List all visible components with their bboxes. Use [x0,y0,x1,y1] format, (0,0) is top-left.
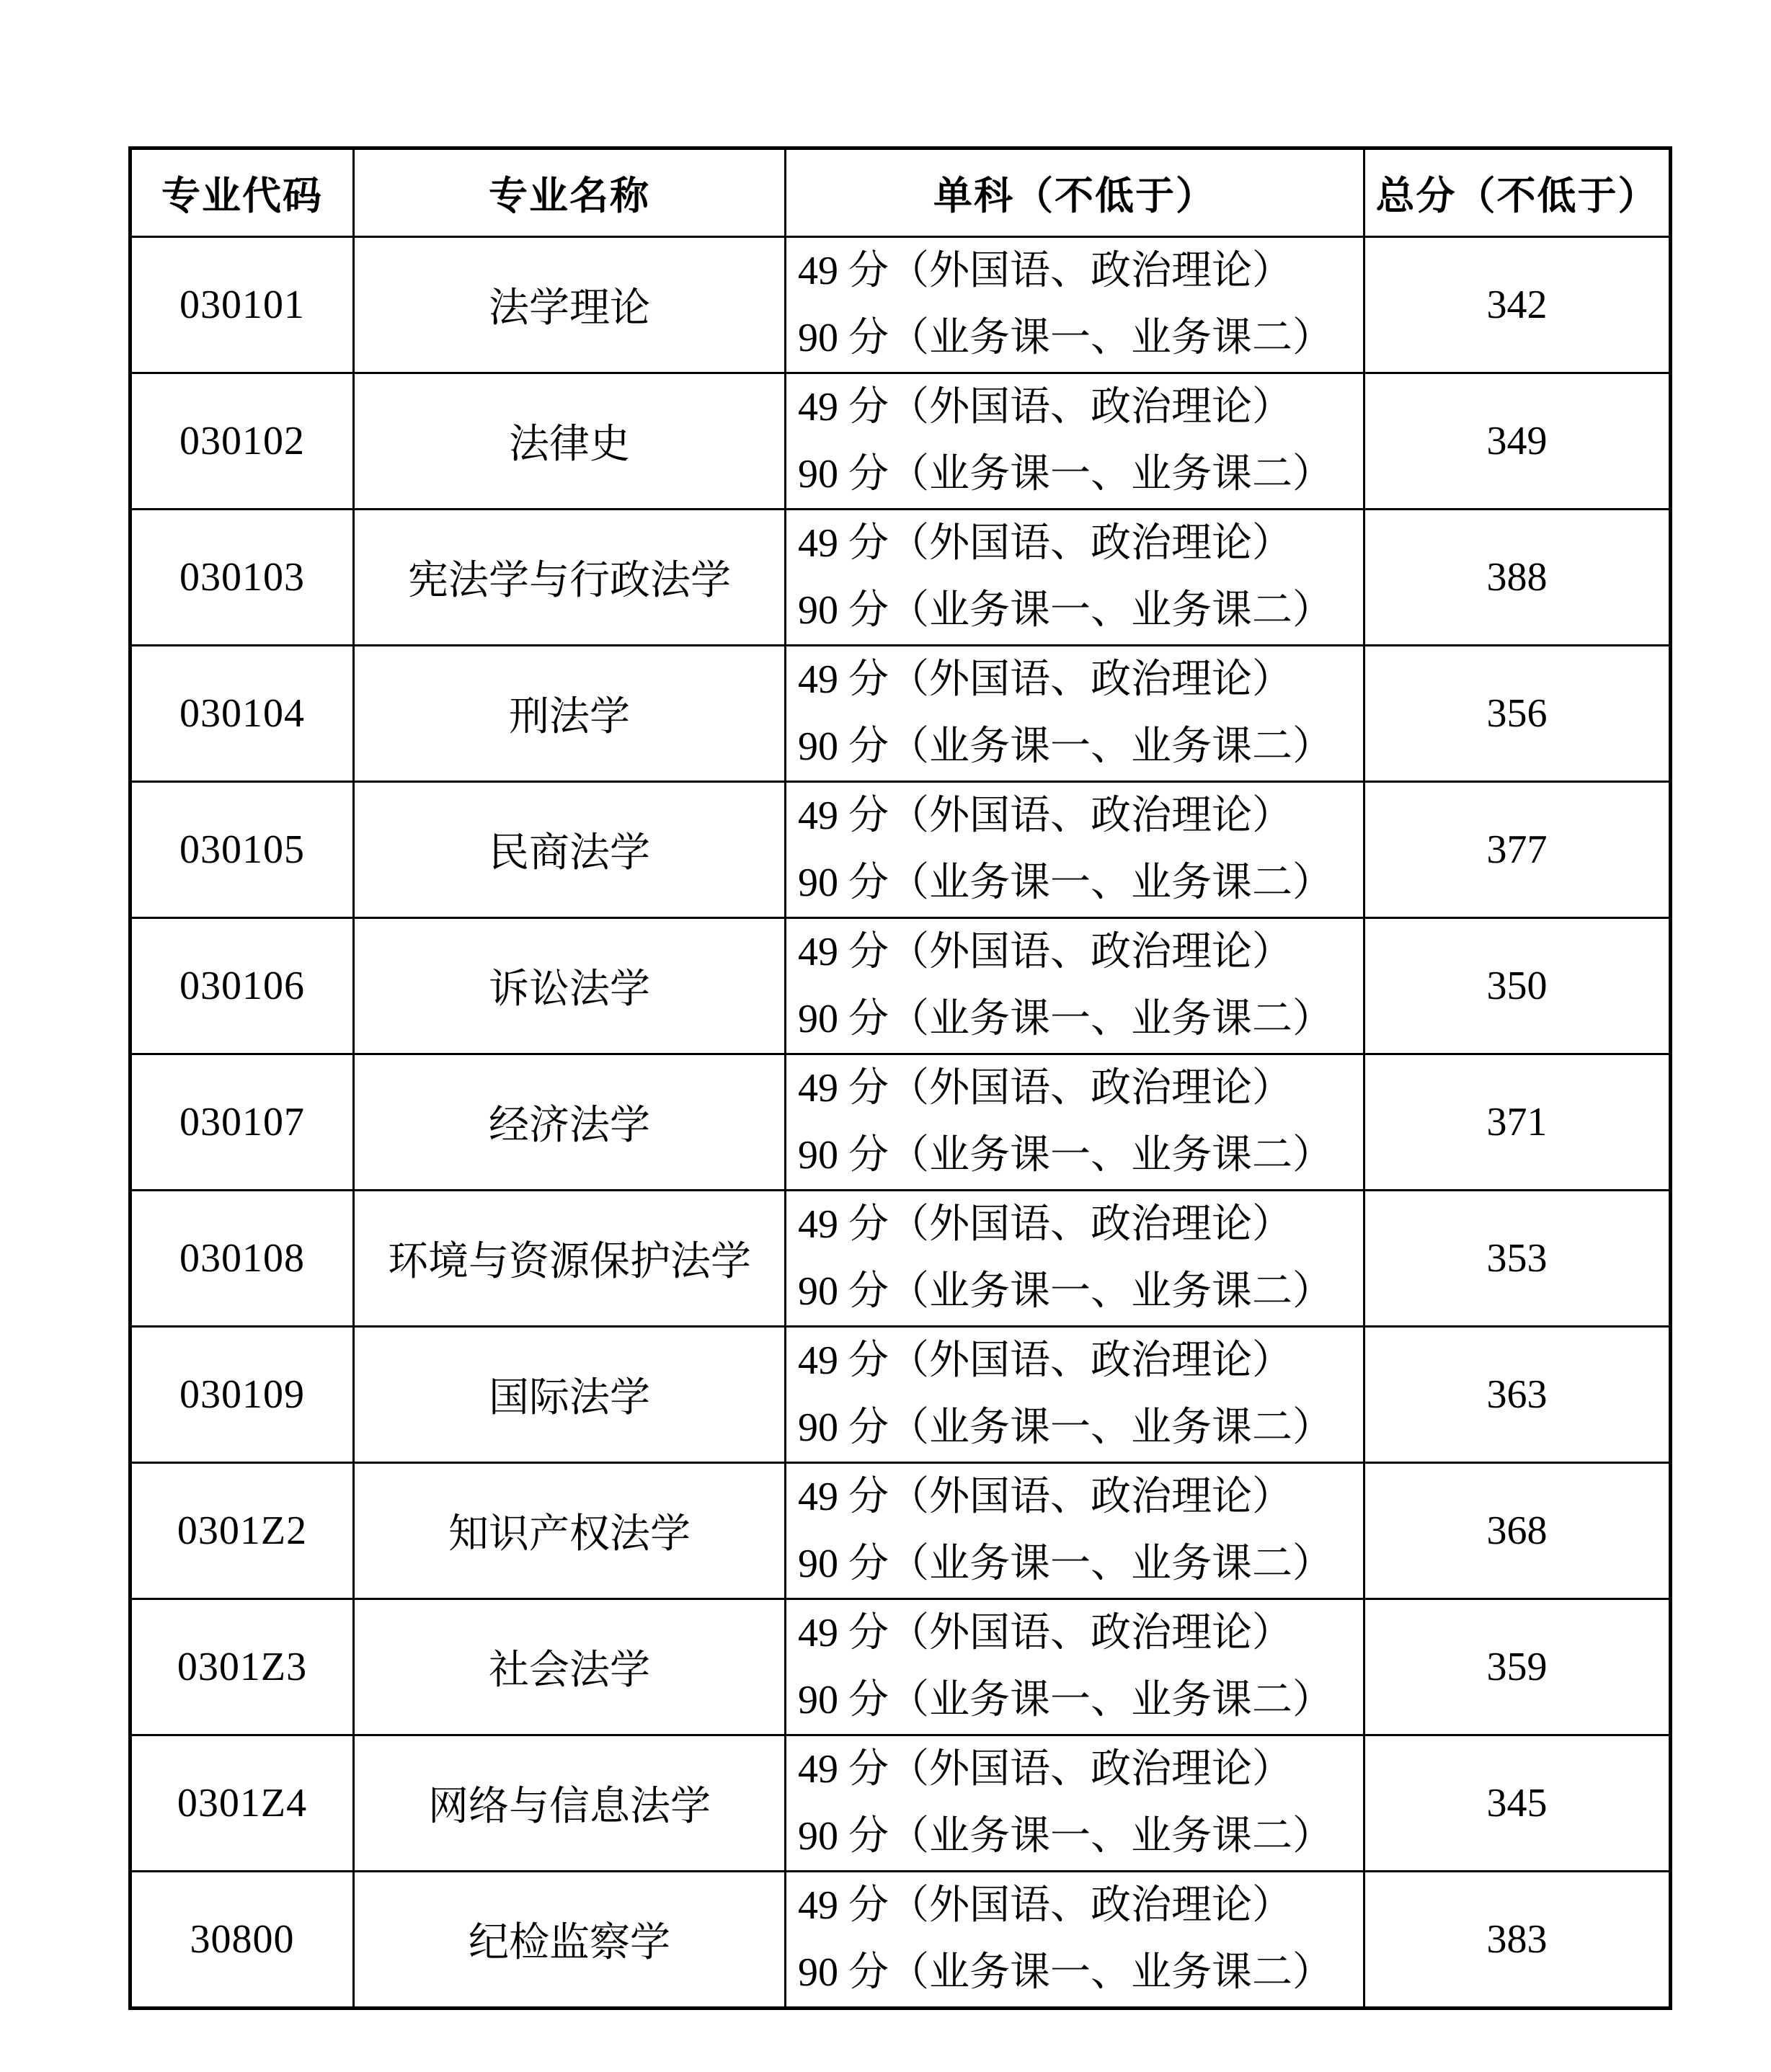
major-name-cell: 社会法学 [354,1599,786,1735]
major-name-cell: 国际法学 [354,1327,786,1463]
major-code-cell: 030108 [130,1191,354,1327]
major-name-cell: 环境与资源保护法学 [354,1191,786,1327]
column-header-subject-min: 单科（不低于） [786,148,1364,237]
subject-line-2: 90 分（业务课一、业务课二） [798,1133,1333,1178]
subject-line-1: 49 分（外国语、政治理论） [798,1066,1292,1111]
subject-line-2: 90 分（业务课一、业务课二） [798,452,1333,497]
subject-line-1: 49 分（外国语、政治理论） [798,1338,1292,1383]
table-row [130,918,1671,1054]
total-score-cell: 383 [1364,1872,1671,2009]
subject-requirement-cell [786,1054,1364,1191]
major-name-cell: 知识产权法学 [354,1463,786,1599]
table-row [130,237,1671,373]
major-code-cell: 030102 [130,373,354,510]
table-row [130,646,1671,782]
total-score-cell: 349 [1364,373,1671,510]
subject-line-2: 90 分（业务课一、业务课二） [798,724,1333,769]
subject-requirement-cell [786,646,1364,782]
table-row [130,1463,1671,1599]
subject-line-1: 49 分（外国语、政治理论） [798,1611,1292,1655]
subject-line-1: 49 分（外国语、政治理论） [798,1747,1292,1792]
subject-line-2: 90 分（业务课一、业务课二） [798,1542,1333,1586]
subject-requirement-cell [786,1735,1364,1872]
table-row [130,510,1671,646]
header-row [130,148,1671,237]
major-code-cell: 030107 [130,1054,354,1191]
total-score-cell: 350 [1364,918,1671,1054]
score-requirements-table [128,146,1672,2010]
major-name-cell: 刑法学 [354,646,786,782]
subject-requirement-cell [786,1463,1364,1599]
major-name-cell: 网络与信息法学 [354,1735,786,1872]
total-score-cell: 353 [1364,1191,1671,1327]
major-name-cell: 法律史 [354,373,786,510]
subject-requirement-cell [786,1191,1364,1327]
subject-line-2: 90 分（业务课一、业务课二） [798,316,1333,360]
major-name-cell: 法学理论 [354,237,786,373]
major-code-cell: 0301Z2 [130,1463,354,1599]
major-name-cell: 民商法学 [354,782,786,918]
major-code-cell: 030101 [130,237,354,373]
major-name-cell: 宪法学与行政法学 [354,510,786,646]
total-score-cell: 356 [1364,646,1671,782]
subject-line-2: 90 分（业务课一、业务课二） [798,1678,1333,1722]
subject-requirement-cell [786,1599,1364,1735]
subject-line-2: 90 分（业务课一、业务课二） [798,588,1333,633]
subject-line-2: 90 分（业务课一、业务课二） [798,1269,1333,1314]
subject-line-1: 49 分（外国语、政治理论） [798,385,1292,430]
subject-line-2: 90 分（业务课一、业务课二） [798,861,1333,905]
subject-line-1: 49 分（外国语、政治理论） [798,521,1292,566]
subject-requirement-cell [786,373,1364,510]
table-row [130,1735,1671,1872]
table-row [130,1054,1671,1191]
subject-line-1: 49 分（外国语、政治理论） [798,1883,1292,1928]
subject-line-2: 90 分（业务课一、业务课二） [798,1814,1333,1859]
table-row [130,1191,1671,1327]
subject-line-2: 90 分（业务课一、业务课二） [798,1950,1333,1995]
total-score-cell: 359 [1364,1599,1671,1735]
table-row [130,1599,1671,1735]
subject-line-2: 90 分（业务课一、业务课二） [798,997,1333,1041]
major-name-cell: 诉讼法学 [354,918,786,1054]
subject-line-1: 49 分（外国语、政治理论） [798,249,1292,293]
subject-requirement-cell [786,237,1364,373]
subject-requirement-cell [786,1872,1364,2009]
subject-line-1: 49 分（外国语、政治理论） [798,1475,1292,1519]
subject-line-1: 49 分（外国语、政治理论） [798,930,1292,974]
major-code-cell: 0301Z4 [130,1735,354,1872]
major-code-cell: 030103 [130,510,354,646]
major-code-cell: 030106 [130,918,354,1054]
major-name-cell: 纪检监察学 [354,1872,786,2009]
subject-line-1: 49 分（外国语、政治理论） [798,793,1292,838]
table-row [130,1872,1671,2009]
subject-requirement-cell [786,510,1364,646]
column-header-total-min: 总分（不低于） [1364,148,1671,237]
total-score-cell: 371 [1364,1054,1671,1191]
total-score-cell: 377 [1364,782,1671,918]
table-row [130,373,1671,510]
major-code-cell: 30800 [130,1872,354,2009]
table-row [130,782,1671,918]
major-code-cell: 030104 [130,646,354,782]
subject-line-2: 90 分（业务课一、业务课二） [798,1405,1333,1450]
subject-requirement-cell [786,782,1364,918]
major-code-cell: 030109 [130,1327,354,1463]
column-header-major-code: 专业代码 [130,148,354,237]
column-header-major-name: 专业名称 [354,148,786,237]
total-score-cell: 345 [1364,1735,1671,1872]
major-code-cell: 0301Z3 [130,1599,354,1735]
major-code-cell: 030105 [130,782,354,918]
table-row [130,1327,1671,1463]
subject-requirement-cell [786,1327,1364,1463]
subject-line-1: 49 分（外国语、政治理论） [798,1202,1292,1247]
subject-line-1: 49 分（外国语、政治理论） [798,657,1292,702]
total-score-cell: 388 [1364,510,1671,646]
total-score-cell: 342 [1364,237,1671,373]
total-score-cell: 363 [1364,1327,1671,1463]
total-score-cell: 368 [1364,1463,1671,1599]
subject-requirement-cell [786,918,1364,1054]
major-name-cell: 经济法学 [354,1054,786,1191]
